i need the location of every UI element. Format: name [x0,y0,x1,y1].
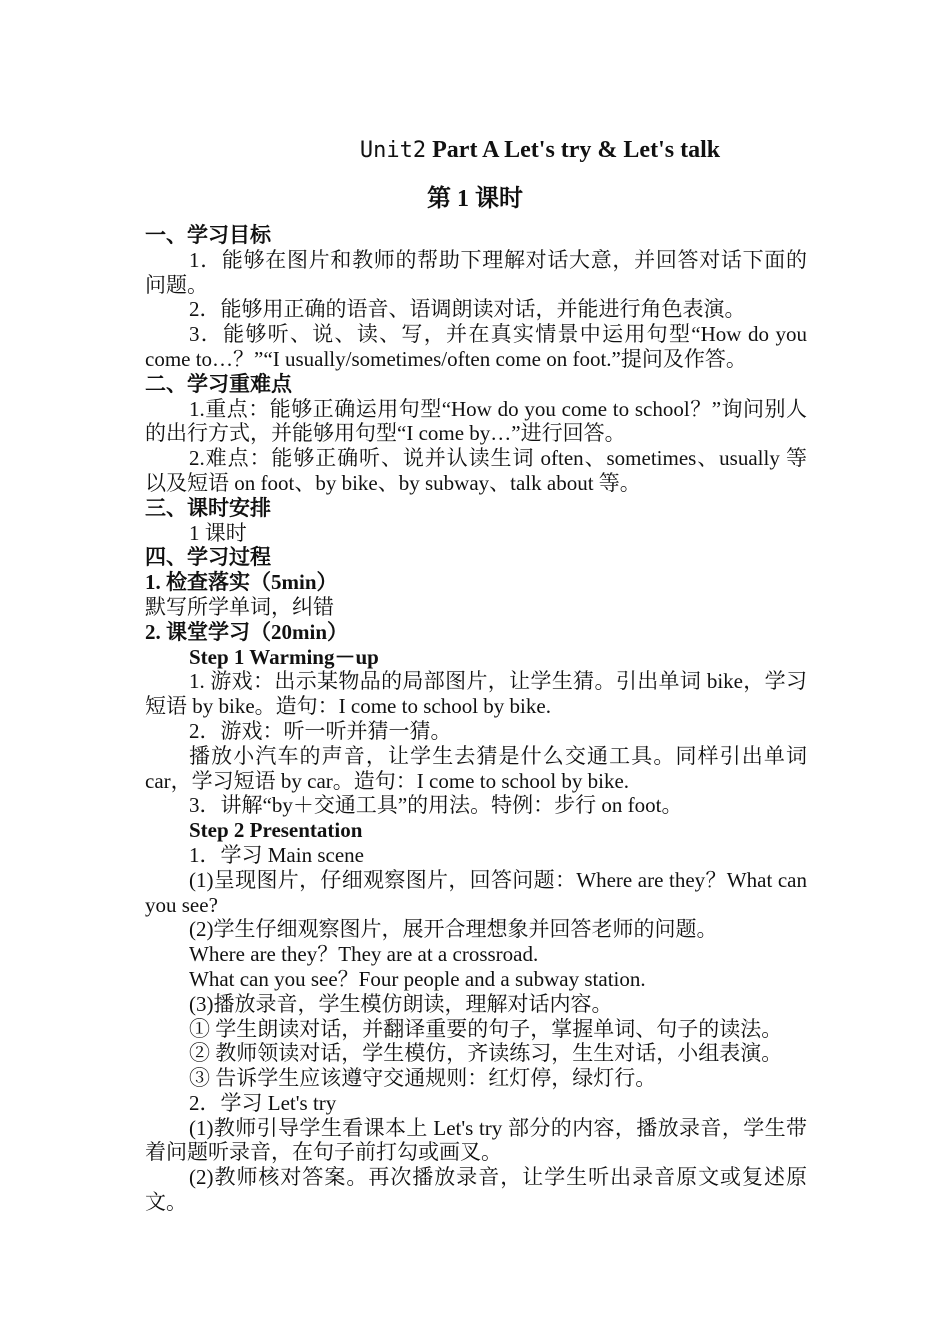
subsection-heading-check: 1. 检查落实（5min） [145,570,338,595]
paragraph: 2．游戏：听一听并猜一猜。 [189,718,452,743]
document-subtitle: 第 1 课时 [427,186,523,212]
title-part: Part A Let's try & Let's talk [432,137,721,163]
paragraph: 2．能够用正确的语音、语调朗读对话，并能进行角色表演。 [189,297,746,322]
paragraph: (1)教师引导学生看课本上 Let's try 部分的内容，播放录音，学生带着问题听录音，在句子前打勾或画叉。 [145,1115,807,1165]
section-heading-process: 四、学习过程 [145,545,271,570]
paragraph: 1.重点：能够正确运用句型“How do you come to school？”询问别人的出行方式，并能够用句型“I come by…”进行回答。 [145,396,807,446]
document-body [145,223,807,1215]
subsection-heading-class: 2. 课堂学习（20min） [145,619,349,644]
section-heading-key-points: 二、学习重难点 [145,371,292,396]
step-heading-presentation: Step 2 Presentation [189,818,363,843]
paragraph: 2.难点：能够正确听、说并认读生词 often、sometimes、usually 等以及短语 on foot、by bike、by subway、talk about 等。 [145,446,807,495]
paragraph: 1. 游戏：出示某物品的局部图片，让学生猜。引出单词 bike，学习短语 by bike。造句：I come to school by bike. [145,669,807,719]
paragraph: 1．学习 Main scene [189,842,364,867]
paragraph: (2)学生仔细观察图片，展开合理想象并回答老师的问题。 [189,917,718,942]
paragraph: 3．讲解“by＋交通工具”的用法。特例：步行 on foot。 [189,793,683,818]
paragraph: 1．能够在图片和教师的帮助下理解对话大意，并回答对话下面的问题。 [145,247,807,297]
document-title [0,134,950,167]
paragraph: ③ 告诉学生应该遵守交通规则：红灯停，绿灯行。 [189,1066,657,1091]
step-heading-warming-up: Step 1 Warming－up [189,644,379,669]
paragraph: ② 教师领读对话，学生模仿，齐读练习，生生对话，小组表演。 [189,1041,783,1066]
paragraph: (2)教师核对答案。再次播放录音，让学生听出录音原文或复述原文。 [145,1165,807,1215]
title-unit: Unit2 [359,138,427,163]
paragraph: ① 学生朗读对话，并翻译重要的句子，掌握单词、句子的读法。 [189,1016,783,1041]
paragraph: 播放小汽车的声音，让学生去猜是什么交通工具。同样引出单词 car，学习短语 by car。造句：I come to school by bike. [145,743,807,793]
paragraph: Where are they？They are at a crossroad. [189,942,539,967]
paragraph: (1)呈现图片，仔细观察图片，回答问题：Where are they？What can you see? [145,867,807,917]
paragraph: (3)播放录音，学生模仿朗读，理解对话内容。 [189,991,613,1016]
paragraph: 3．能够听、说、读、写，并在真实情景中运用句型“How do you come to…？”“I usually/sometimes/often come on foot.”提问及作答。 [145,322,807,371]
paragraph: What can you see？Four people and a subway station. [189,966,646,991]
paragraph: 2．学习 Let's try [189,1090,337,1115]
paragraph: 1 课时 [189,520,247,545]
section-heading-schedule: 三、课时安排 [145,495,271,520]
section-heading-goals: 一、学习目标 [145,223,271,247]
paragraph: 默写所学单词，纠错 [145,594,334,619]
